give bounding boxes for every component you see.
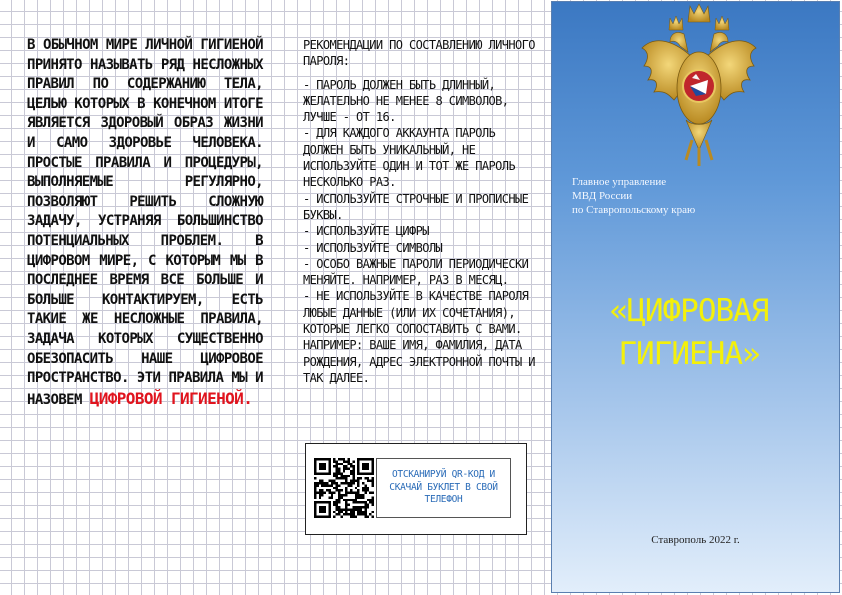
recommendation-item: - НЕ ИСПОЛЬЗУЙТЕ В КАЧЕСТВЕ ПАРОЛЯ ЛЮБЫЕ ДАННЫЕ (ИЛИ ИХ СОЧЕТАНИЯ), КОТОРЫЕ ЛЕГКО СОПОСТАВИТЬ С ВАМИ. НАПРИМЕР: ВАШЕ ИМЯ, ФАМИЛИЯ, ДАТА РОЖДЕНИЯ, АДРЕС ЭЛЕКТРОННОЙ ПОЧТЫ И ТАК ДАЛЕЕ.	[303, 289, 535, 385]
digital-hygiene-intro	[27, 36, 263, 410]
org-line: МВД России	[572, 190, 633, 202]
qr-caption: ОТСКАНИРУЙ QR-КОД И СКАЧАЙ БУКЛЕТ В СВОЙ ТЕЛЕФОН	[376, 458, 511, 518]
title-line: ГИГИЕНА»	[618, 336, 760, 372]
booklet-title	[558, 290, 820, 376]
recommendation-item: - ПАРОЛЬ ДОЛЖЕН БЫТЬ ДЛИННЫЙ, ЖЕЛАТЕЛЬНО НЕ МЕНЕЕ 8 СИМВОЛОВ, ЛУЧШЕ - ОТ 16.	[303, 77, 509, 125]
org-line: Главное управление	[572, 176, 667, 188]
qr-block	[305, 443, 527, 535]
intro-highlight: ЦИФРОВОЙ ГИГИЕНОЙ.	[89, 388, 253, 408]
recommendation-item: - ИСПОЛЬЗУЙТЕ СТРОЧНЫЕ И ПРОПИСНЫЕ БУКВЫ.	[303, 191, 529, 222]
recommendations-heading: РЕКОМЕНДАЦИИ ПО СОСТАВЛЕНИЮ ЛИЧНОГО ПАРОЛЯ:	[303, 38, 535, 69]
organization-name	[572, 175, 812, 217]
double-headed-eagle-emblem-icon	[640, 0, 758, 170]
title-line: «ЦИФРОВАЯ	[609, 293, 769, 329]
recommendation-item: - ДЛЯ КАЖДОГО АККАУНТА ПАРОЛЬ ДОЛЖЕН БЫТЬ УНИКАЛЬНЫЙ, НЕ ИСПОЛЬЗУЙТЕ ОДИН И ТОТ ЖЕ ПАРОЛЬ НЕСКОЛЬКО РАЗ.	[303, 126, 515, 190]
recommendation-item: - ИСПОЛЬЗУЙТЕ СИМВОЛЫ	[303, 240, 443, 255]
password-recommendations	[303, 37, 541, 386]
place-and-year: Ставрополь 2022 г.	[651, 534, 740, 546]
recommendation-item: - ОСОБО ВАЖНЫЕ ПАРОЛИ ПЕРИОДИЧЕСКИ МЕНЯЙТЕ. НАПРИМЕР, РАЗ В МЕСЯЦ.	[303, 256, 529, 288]
intro-text: В ОБЫЧНОМ МИРЕ ЛИЧНОЙ ГИГИЕНОЙ ПРИНЯТО НАЗЫВАТЬ РЯД НЕСЛОЖНЫХ ПРАВИЛ ПО СОДЕРЖАНИЮ ТЕЛА, ЦЕЛЬЮ КОТОРЫХ В КОНЕЧНОМ ИТОГЕ ЯВЛЯЕТСЯ ЗДОРОВЫЙ ОБРАЗ ЖИЗНИ И САМО ЗДОРОВЬЕ ЧЕЛОВЕКА. ПРОСТЫЕ ПРАВИЛА И ПРОЦЕДУРЫ, ВЫПОЛНЯЕМЫЕ РЕГУЛЯРНО, ПОЗВОЛЯЮТ РЕШИТЬ СЛОЖНУЮ ЗАДАЧУ, УСТРАНЯЯ БОЛЬШИНСТВО ПОТЕНЦИАЛЬНЫХ ПРОБЛЕМ. В ЦИФРОВОМ МИРЕ, С КОТОРЫМ МЫ В ПОСЛЕДНЕЕ ВРЕМЯ ВСЕ БОЛЬШЕ И БОЛЬШЕ КОНТАКТИРУЕМ, ЕСТЬ ТАКИЕ ЖЕ НЕСЛОЖНЫЕ ПРАВИЛА, ЗАДАЧА КОТОРЫХ СУЩЕСТВЕННО ОБЕЗОПАСИТЬ НАШЕ ЦИФРОВОЕ ПРОСТРАНСТВО. ЭТИ ПРАВИЛА МЫ И НАЗОВЕМ	[27, 37, 263, 408]
qr-code-icon[interactable]	[314, 458, 374, 518]
org-line: по Ставропольскому краю	[572, 204, 696, 216]
recommendation-item: - ИСПОЛЬЗУЙТЕ ЦИФРЫ	[303, 224, 429, 239]
